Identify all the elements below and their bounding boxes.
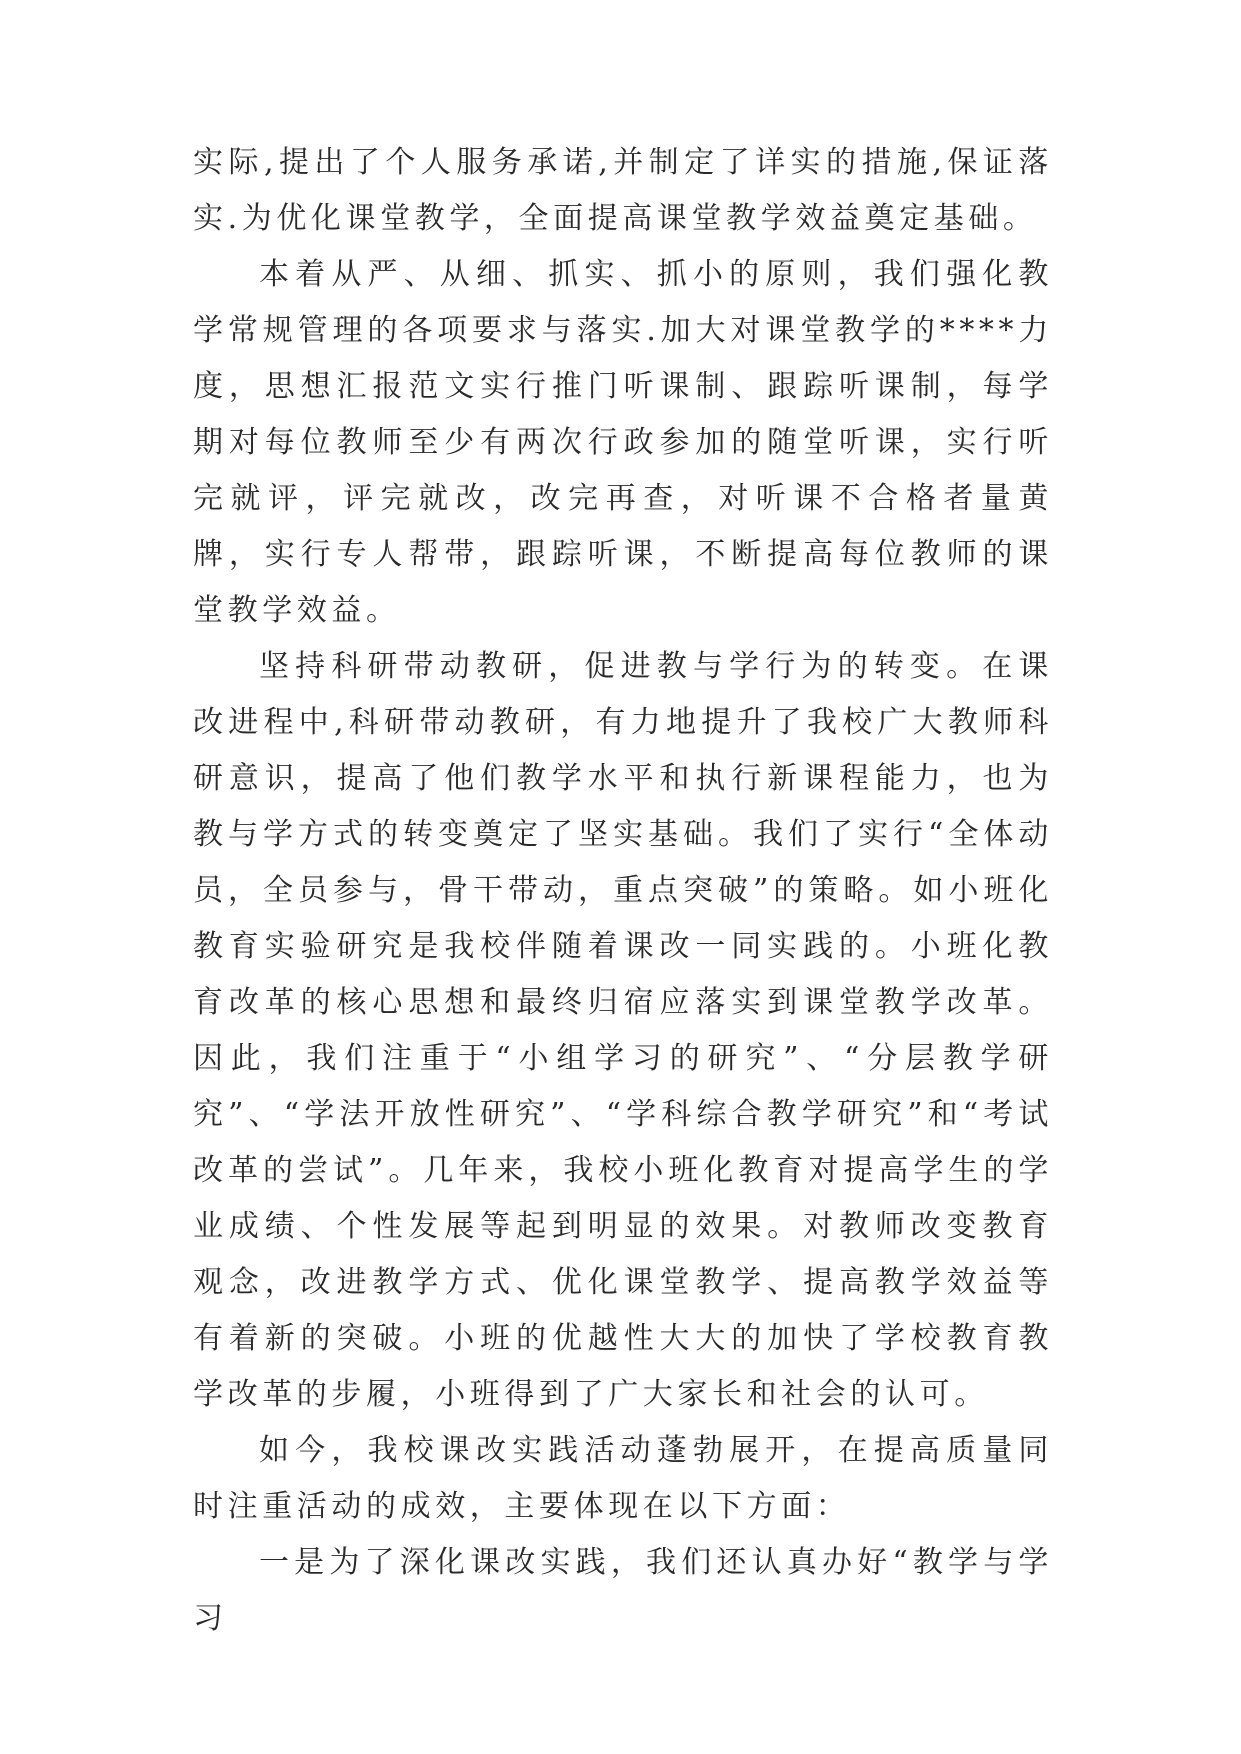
paragraph-continued: 实际,提出了个人服务承诺,并制定了详实的措施,保证落实.为优化课堂教学，全面提高课堂教学效益奠定基础。	[193, 145, 1053, 236]
paragraph-research-driven: 坚持科研带动教研，促进教与学行为的转变。在课改进程中,科研带动教研，有力地提升了我校广大教师科研意识，提高了他们教学水平和执行新课程能力，也为教与学方式的转变奠定了坚实基础。我们了实行“全体动员，全员参与，骨干带动，重点突破”的策略。如小班化教育实验研究是我校伴随着课改一同实践的。小班化教育改革的核心思想和最终归宿应落实到课堂教学改革。因此，我们注重于“小组学习的研究”、“分层教学研究”、“学法开放性研究”、“学科综合教学研究”和“考试改革的尝试”。几年来，我校小班化教育对提高学生的学业成绩、个性发展等起到明显的效果。对教师改变教育观念，改进教学方式、优化课堂教学、提高教学效益等有着新的突破。小班的优越性大大的加快了学校教育教学改革的步履，小班得到了广大家长和社会的认可。	[193, 649, 1053, 1412]
paragraph-first-point: 一是为了深化课改实践，我们还认真办好“教学与学习	[193, 1545, 1053, 1636]
document-body	[193, 135, 1053, 1647]
paragraph-routine-management: 本着从严、从细、抓实、抓小的原则，我们强化教学常规管理的各项要求与落实.加大对课堂教学的****力度，思想汇报范文实行推门听课制、跟踪听课制，每学期对每位教师至少有两次行政参加的随堂听课，实行听完就评，评完就改，改完再查，对听课不合格者量黄牌，实行专人帮带，跟踪听课，不断提高每位教师的课堂教学效益。	[193, 257, 1053, 628]
paragraph-reform-activities: 如今，我校课改实践活动蓬勃展开，在提高质量同时注重活动的成效，主要体现在以下方面：	[193, 1433, 1053, 1524]
